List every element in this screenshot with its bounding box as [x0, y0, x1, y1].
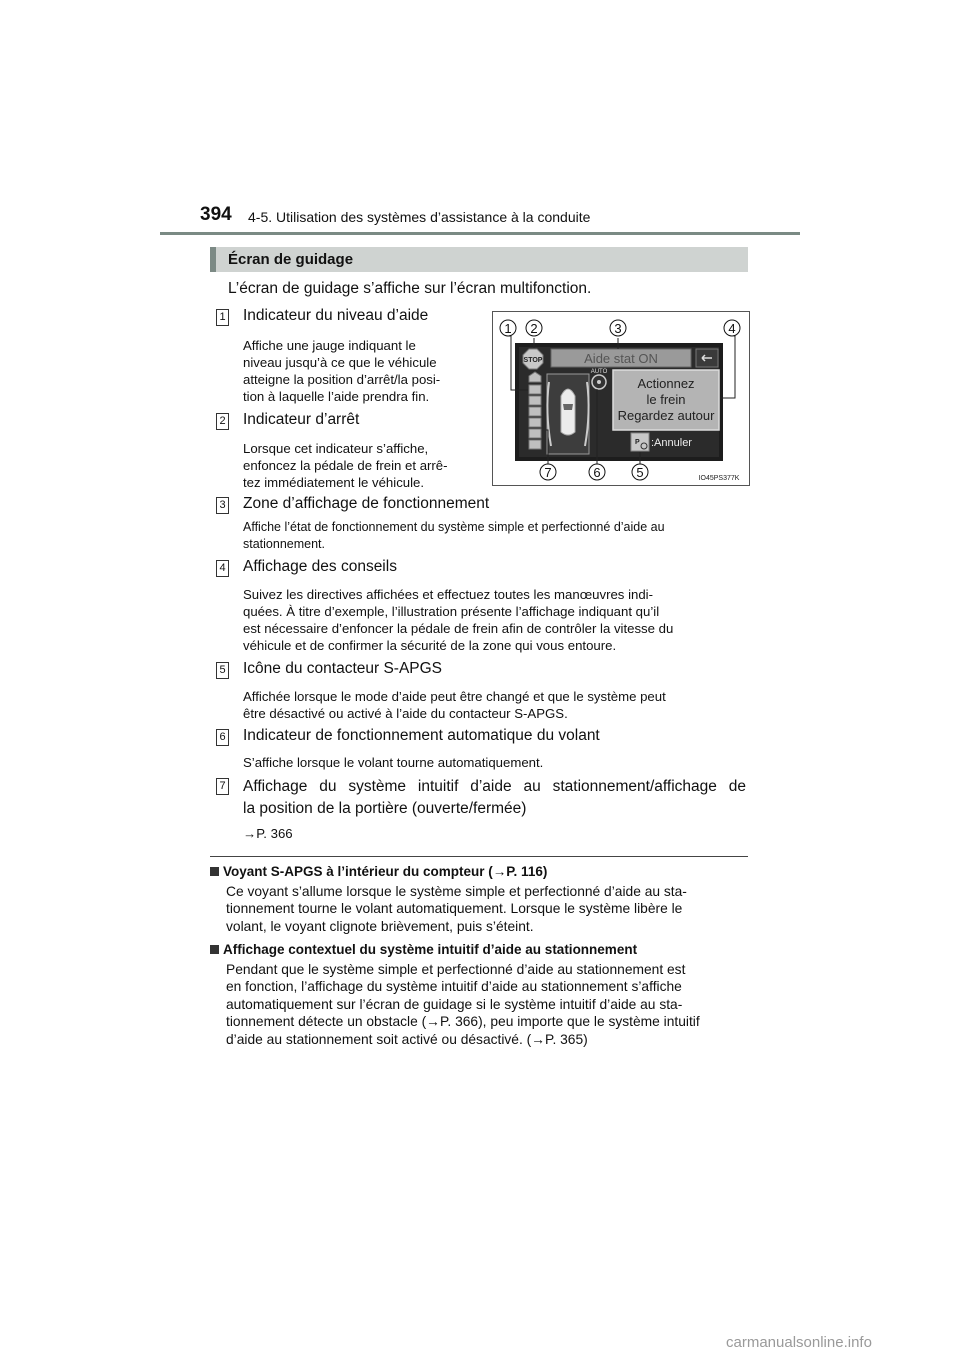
item-title-4: Affichage des conseils [243, 558, 397, 575]
note-text-1: Ce voyant s’allume lorsque le système simple et perfectionné d’aide au sta- tionnement tourne le volant automatiquement. Lorsque le système libère le volant, le voyant clignote brièvement, puis s’éteint. [226, 884, 687, 934]
item-number-4: 4 [216, 560, 229, 577]
item-title-6: Indicateur de fonctionnement automatique du volant [243, 727, 600, 744]
svg-text:P: P [635, 439, 640, 446]
item-title-7: Affichage du système intuitif d’aide au stationnement/affichage de la position de la portière (ouverte/fermée) [243, 778, 746, 817]
site-watermark: carmanualsonline.info [726, 1334, 872, 1351]
section-title: Écran de guidage [228, 251, 354, 268]
item-desc-3: Affiche l’état de fonctionnement du système simple et perfectionné d’aide au stationnement. [243, 520, 665, 551]
item-number-6: 6 [216, 729, 229, 746]
bullet-square-icon [210, 945, 219, 954]
item-number-1: 1 [216, 309, 229, 326]
item-desc-4: Suivez les directives affichées et effectuez toutes les manœuvres indi- quées. À titre d’exemple, l’illustration présente l’affichage indiquant qu’il est nécessaire d’enfoncer la pédale de frein afin de contrôler la vitesse du véhicule et de confirmer la sécurité de la zone qui vous entoure. [243, 587, 674, 653]
item-desc-5: Affichée lorsque le mode d’aide peut être changé et que le système peut être désactivé ou activé à l’aide du contacteur S-APGS. [243, 689, 666, 721]
svg-text::Annuler: :Annuler [651, 437, 692, 449]
svg-text:3: 3 [614, 321, 622, 336]
svg-text:AUTO: AUTO [590, 369, 608, 375]
svg-text:6: 6 [593, 465, 601, 480]
item-number-5: 5 [216, 662, 229, 679]
item-title-5: Icône du contacteur S-APGS [243, 660, 443, 677]
item-desc-7: →P. 366 [243, 826, 293, 841]
notes-divider [210, 856, 748, 857]
car-icon [561, 389, 575, 435]
chapter-title: 4-5. Utilisation des systèmes d’assistance à la conduite [248, 209, 591, 225]
item-desc-6: S’affiche lorsque le volant tourne automatiquement. [243, 755, 544, 770]
svg-text:5: 5 [636, 465, 644, 480]
section-heading [210, 247, 748, 272]
svg-text:Aide stat ON: Aide stat ON [584, 351, 658, 366]
item-title-2: Indicateur d’arrêt [243, 411, 360, 428]
guidance-screen-illustration [492, 311, 750, 486]
svg-text:4: 4 [728, 321, 736, 336]
svg-text:1: 1 [504, 321, 512, 336]
item-title-3: Zone d’affichage de fonctionnement [243, 495, 490, 512]
svg-text:le frein: le frein [646, 392, 686, 407]
svg-text:Regardez autour: Regardez autour [617, 408, 715, 423]
note-text-2: Pendant que le système simple et perfectionné d’aide au stationnement est en fonction, l’affichage du système intuitif d’aide au stationnement s’affiche automatiquement sur l’écran de guidage si le système intuitif d’aide au sta- tionnement détecte un obstacle (→P. 366), peu importe que le système intuitif d’aide au stationnement soit activé ou désactivé. (→P. 365) [226, 962, 700, 1047]
note-heading-2: Affichage contextuel du système intuitif d’aide au stationnement [210, 942, 637, 957]
header-divider [160, 232, 800, 235]
svg-text:STOP: STOP [523, 357, 543, 364]
item-desc-1: Affiche une jauge indiquant le niveau jusqu’à ce que le véhicule atteigne la position d’arrêt/la posi- tion à laquelle l’aide prendra fin. [243, 338, 441, 404]
section-intro: L’écran de guidage s’affiche sur l’écran multifonction. [228, 280, 592, 297]
svg-text:7: 7 [544, 465, 552, 480]
page-number: 394 [200, 204, 232, 225]
item-title-1: Indicateur du niveau d’aide [243, 307, 429, 324]
item-number-3: 3 [216, 497, 229, 514]
svg-text:Actionnez: Actionnez [637, 376, 695, 391]
note-heading-1: Voyant S-APGS à l’intérieur du compteur (→P. 116) [210, 864, 547, 879]
figure-code: IO45PS377K [698, 475, 740, 482]
item-number-7: 7 [216, 778, 229, 795]
bullet-square-icon [210, 867, 219, 876]
item-number-2: 2 [216, 413, 229, 430]
item-desc-2: Lorsque cet indicateur s’affiche, enfoncez la pédale de frein et arrê- tez immédiatement le véhicule. [243, 441, 448, 490]
svg-text:2: 2 [530, 321, 538, 336]
